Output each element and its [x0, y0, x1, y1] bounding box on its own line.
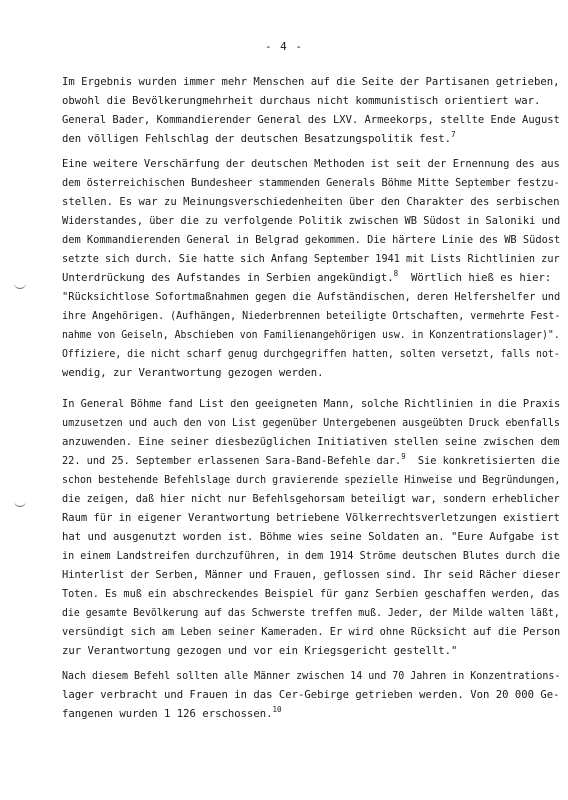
text-line: setzte sich durch. Sie hatte sich Anfang September 1941 mit Lists Richtlinien zur	[62, 253, 560, 265]
text-line: anzuwenden. Eine seiner diesbezüglichen Initiativen stellen seine zwischen dem	[62, 436, 560, 448]
text-line: wendig, zur Verantwortung gezogen werden.	[62, 367, 324, 379]
text-line: zur Verantwortung gezogen und vor ein Kriegsgericht gestellt."	[62, 645, 458, 657]
text-line: den völligen Fehlschlag der deutschen Besatzungspolitik fest.$^7$	[62, 130, 456, 145]
margin-mark	[14, 282, 26, 289]
text-line: 22. und 25. September erlassenen Sara-Band-Befehle dar.$^9$ Sie konkretisierten die	[62, 452, 560, 467]
text-line: nahme von Geiseln, Abschieben von Familienangehörigen usw. in Konzentrationslager)".	[62, 329, 560, 341]
text-line: In General Böhme fand List den geeigneten Mann, solche Richtlinien in die Praxis	[62, 398, 561, 410]
text-line: dem österreichischen Bundesheer stammenden Generals Böhme Mitte September festzu-	[62, 177, 560, 189]
text-line: hat und ausgenutzt worden ist. Böhme wies seine Soldaten an. "Eure Aufgabe ist	[62, 531, 560, 543]
text-line: lager verbracht und Frauen in das Cer-Gebirge getrieben werden. Von 20 000 Ge-	[62, 689, 560, 701]
text-line: Hinterlist der Serben, Männer und Frauen, geflossen sind. Ihr seid Rächer dieser	[62, 569, 561, 581]
footnote-marker: 8	[393, 269, 399, 278]
page-number: - 4 -	[264, 40, 304, 53]
text-line: ihre Angehörigen. (Aufhängen, Niederbrennen beteiligte Ortschaften, vermehrte Fest-	[62, 310, 561, 322]
text-line: die gesamte Bevölkerung auf das Schwerste treffen muß. Jeder, der Milde walten läßt,	[62, 607, 560, 619]
text-line: General Bader, Kommandierender General des LXV. Armeekorps, stellte Ende August	[62, 114, 560, 126]
text-line: versündigt sich am Leben seiner Kameraden. Er wird ohne Rücksicht auf die Person	[62, 626, 561, 638]
text-line: schon bestehende Befehlslage durch gravierende spezielle Hinweise und Begründungen,	[62, 474, 561, 486]
text-line: stellen. Es war zu Meinungsverschiedenheiten über den Charakter des serbischen	[62, 196, 560, 208]
text-line: dem Kommandierenden General in Belgrad gekommen. Die härtere Linie des WB Südost	[62, 234, 561, 246]
footnote-marker: 7	[451, 130, 456, 139]
text-line: obwohl die Bevölkerungmehrheit durchaus nicht kommunistisch orientiert war.	[62, 95, 541, 107]
text-line: "Rücksichtlose Sofortmaßnahmen gegen die Aufständischen, deren Helfershelfer und	[62, 291, 561, 303]
text-line: umzusetzen und auch den von List gegenüber Untergebenen ausgeübten Druck ebenfalls	[62, 417, 561, 429]
text-line: die zeigen, daß hier nicht nur Befehlsgehorsam beteiligt war, sondern erheblicher	[62, 493, 560, 505]
footnote-marker: 9	[401, 452, 406, 461]
text-line: Toten. Es muß ein abschreckendes Beispiel für ganz Serbien geschaffen werden, das	[62, 588, 560, 600]
footnote-marker: 10	[272, 705, 282, 714]
text-line: fangenen wurden 1 126 erschossen.$^{10}$	[62, 705, 282, 720]
text-line: Offiziere, die nicht scharf genug durchgegriffen hatten, solten versetzt, falls not-	[62, 348, 560, 360]
text-line: Unterdrückung des Aufstandes in Serbien angekündigt.$^8$ Wörtlich hieß es hier:	[62, 269, 552, 284]
text-line: in einem Landstreifen durchzuführen, in dem 1914 Ströme deutschen Blutes durch die	[62, 550, 561, 562]
text-line: Eine weitere Verschärfung der deutschen Methoden ist seit der Ernennung des aus	[62, 158, 560, 170]
text-line: Nach diesem Befehl sollten alle Männer zwischen 14 und 70 Jahren in Konzentrations-	[62, 670, 561, 682]
text-line: Widerstandes, über die zu verfolgende Politik zwischen WB Südost in Saloniki und	[62, 215, 561, 227]
text-line: Im Ergebnis wurden immer mehr Menschen auf die Seite der Partisanen getrieben,	[62, 76, 560, 88]
text-line: Raum für in eigener Verantwortung betriebene Völkerrechtsverletzungen existiert	[62, 512, 560, 524]
margin-mark	[14, 500, 26, 507]
